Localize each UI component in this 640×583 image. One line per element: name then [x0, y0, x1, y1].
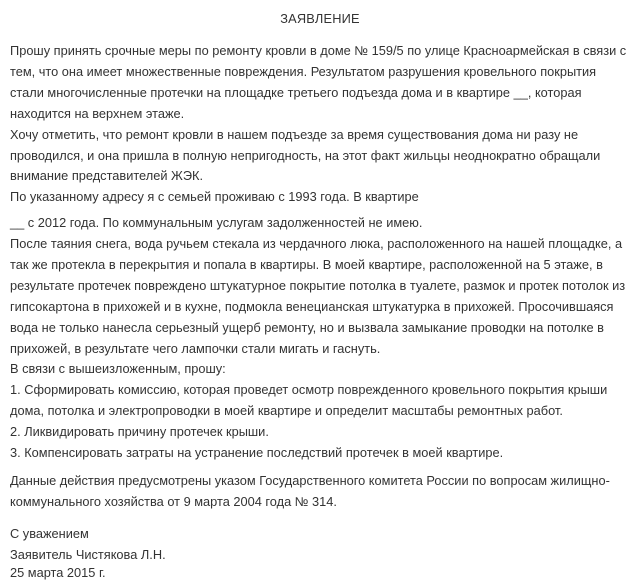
body-line: гипсокартона в прихожей и в кухне, подмокла венецианская штукатурка в прихожей. Просочившаяся [10, 299, 614, 314]
body-line: Прошу принять срочные меры по ремонту кровли в доме № 159/5 по улице Красноармейская в связи с [10, 43, 627, 58]
body-line: __ с 2012 года. По коммунальным услугам задолженностей не имею. [10, 215, 423, 230]
body-line: По указанному адресу я с семьей проживаю с 1993 года. В квартире [10, 189, 419, 204]
body-line: Данные действия предусмотрены указом Государственного комитета России по вопросам жилищно- [10, 473, 610, 488]
body-line: результате протечек повреждено штукатурное покрытие потолка в туалете, размок и протек потолок из [10, 278, 626, 293]
list-item: 1. Сформировать комиссию, которая проведет осмотр поврежденного кровельного покрытия крыши [10, 382, 608, 397]
body-line: Хочу отметить, что ремонт кровли в нашем подъезде за время существования дома ни разу не [10, 127, 579, 142]
date-line: 25 марта 2015 г. [10, 565, 106, 580]
body-line: В связи с вышеизложенным, прошу: [10, 361, 226, 376]
body-line: прихожей, в результате чего лампочки стали мигать и гаснуть. [10, 341, 381, 356]
body-line: проводился, и она пришла в полную непригодность, на этот факт жильцы неоднократно обращали [10, 148, 601, 163]
body-line: находится на верхнем этаже. [10, 106, 185, 121]
body-line: внимание представителей ЖЭК. [10, 168, 204, 183]
body-line: тем, что она имеет множественные повреждения. Результатом разрушения кровельного покрытия [10, 64, 597, 79]
body-line: коммунального хозяйства от 9 марта 2004 года № 314. [10, 494, 337, 509]
body-line: После таяния снега, вода ручьем стекала из чердачного люка, расположенного на нашей площадке, а [10, 236, 623, 251]
document-title: ЗАЯВЛЕНИЕ [280, 11, 360, 26]
body-line: так же протекла в перекрытия и попала в квартиры. В моей квартире, расположенной на 5 этаже, в [10, 257, 603, 272]
body-line: вода не только нанесла серьезный ущерб ремонту, но и вызвала замыкание проводки на потолке в [10, 320, 604, 335]
signature-line: Заявитель Чистякова Л.Н. [10, 547, 166, 562]
list-item: дома, потолка и электропроводки в моей квартире и определит масштабы ремонтных работ. [10, 403, 563, 418]
closing-line: С уважением [10, 526, 89, 541]
list-item: 2. Ликвидировать причину протечек крыши. [10, 424, 269, 439]
list-item: 3. Компенсировать затраты на устранение последствий протечек в моей квартире. [10, 445, 504, 460]
body-line: стали многочисленные протечки на площадке третьего подъезда дома и в квартире __, которая [10, 85, 582, 100]
